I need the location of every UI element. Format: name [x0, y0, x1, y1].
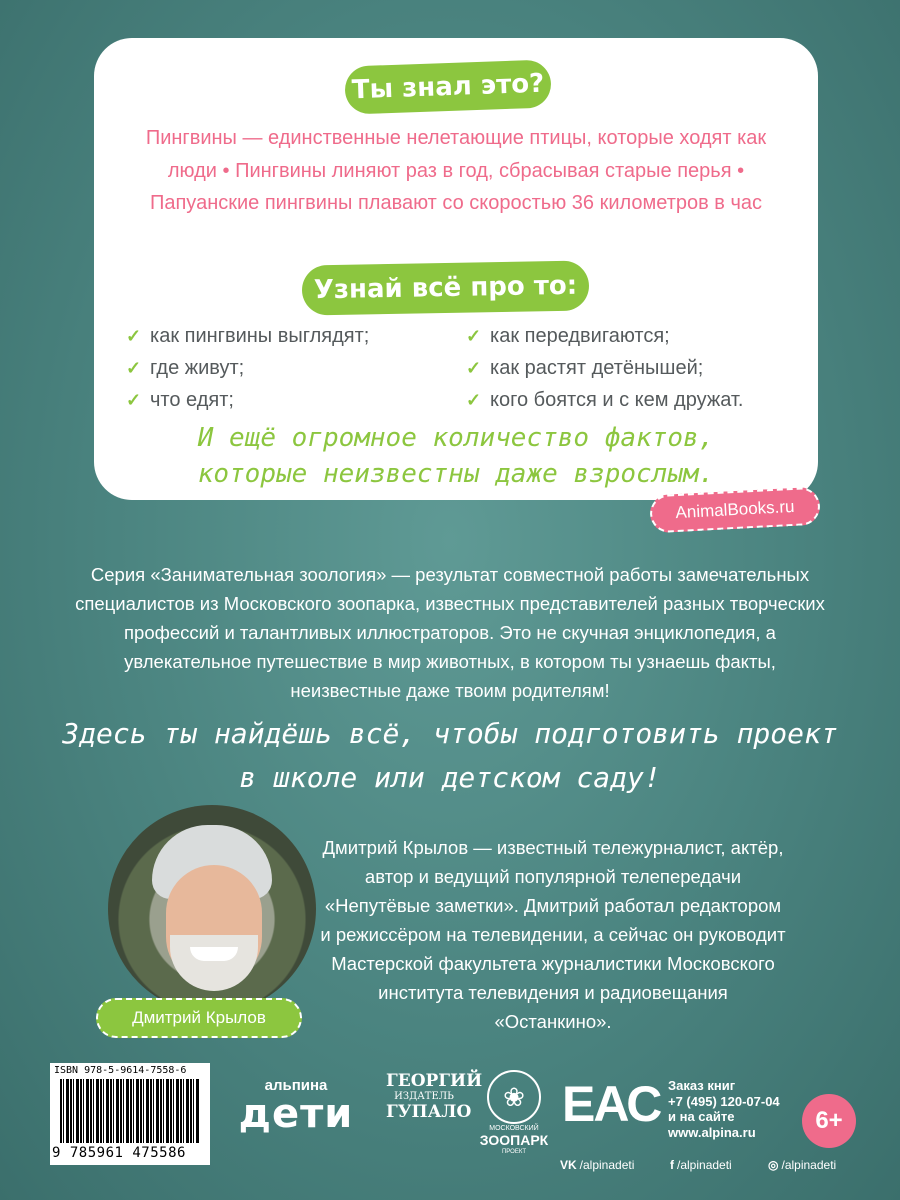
- list-item: ✓ где живут;: [126, 352, 369, 384]
- project-text: Здесь ты найдёшь всё, чтобы подготовить проект в школе или детском саду!: [62, 717, 838, 794]
- list-item: ✓ как передвигаются;: [466, 320, 743, 352]
- list-item: ✓ что едят;: [126, 384, 369, 416]
- gorgiy-gupalo-logo: ГЕОРГИЙ ИЗДАТЕЛЬ ГУПАЛО: [386, 1071, 483, 1122]
- author-name-badge: Дмитрий Крылов: [96, 998, 302, 1038]
- leaf-icon: ✓: [466, 326, 482, 346]
- walrus-icon: ❀: [487, 1070, 541, 1124]
- eac-mark: ЕАС: [562, 1076, 661, 1132]
- facebook-icon: f: [670, 1158, 674, 1172]
- facebook-link[interactable]: f /alpinadeti: [670, 1158, 732, 1172]
- vk-link[interactable]: VK /alpinadeti: [560, 1158, 635, 1172]
- penguin-facts: Пингвины — единственные нелетающие птицы, которые ходят как люди • Пингвины линяют раз в год, сбрасывая старые перья • Папуанские пингвины плавают со скоростью 36 километров в час: [145, 127, 767, 214]
- moscow-zoo-logo: ❀ МОСКОВСКИЙ ЗООПАРК ПРОЕКТ: [474, 1070, 554, 1156]
- list-item: ✓ как пингвины выглядят;: [126, 320, 369, 352]
- author-bio: Дмитрий Крылов — известный тележурналист, актёр, автор и ведущий популярной телепередачи «Непутёвые заметки». Дмитрий работал редактором и режиссёром на телевидении, а сейчас он руководит Мастерской факультета журналистики Московского института телевидения и радиовещания «Останкино».: [320, 837, 786, 1032]
- instagram-link[interactable]: ◎ /alpinadeti: [768, 1158, 837, 1172]
- leaf-icon: ✓: [466, 390, 482, 410]
- order-info: Заказ книг +7 (495) 120-07-04 и на сайте www.alpina.ru: [668, 1078, 780, 1140]
- leaf-icon: ✓: [126, 390, 142, 410]
- leaf-icon: ✓: [126, 358, 142, 378]
- closing-text: И ещё огромное количество фактов, которые неизвестны даже взрослым.: [197, 423, 715, 489]
- author-photo: [108, 805, 316, 1013]
- barcode-digits: 9 785961 475586: [52, 1145, 186, 1161]
- alpina-deti-logo: альпина дети: [238, 1077, 354, 1137]
- question-pill: Ты знал это?: [344, 59, 552, 114]
- leaf-icon: ✓: [126, 326, 142, 346]
- topics-list-left: [126, 320, 369, 416]
- isbn-text: ISBN 978-5-9614-7558-6: [54, 1065, 187, 1076]
- list-item: ✓ как растят детёнышей;: [466, 352, 743, 384]
- isbn-barcode: [50, 1063, 210, 1165]
- learn-pill: Узнай всё про то:: [302, 260, 590, 315]
- vk-icon: VK: [560, 1158, 577, 1172]
- barcode-bars: [60, 1079, 200, 1143]
- leaf-icon: ✓: [466, 358, 482, 378]
- topics-list-right: [466, 320, 743, 416]
- instagram-icon: ◎: [768, 1158, 779, 1172]
- series-description: Серия «Занимательная зоология» — результат совместной работы замечательных специалистов из Московского зоопарка, известных представителей разных творческих профессий и талантливых иллюстраторов. Это не скучная энциклопедия, а увлекательное путешествие в мир животных, в котором ты узнаешь факты, неизвестные даже твоим родителям!: [75, 564, 825, 701]
- list-item: ✓ кого боятся и с кем дружат.: [466, 384, 743, 416]
- age-rating-badge: 6+: [802, 1094, 856, 1148]
- website-badge[interactable]: AnimalBooks.ru: [649, 487, 821, 534]
